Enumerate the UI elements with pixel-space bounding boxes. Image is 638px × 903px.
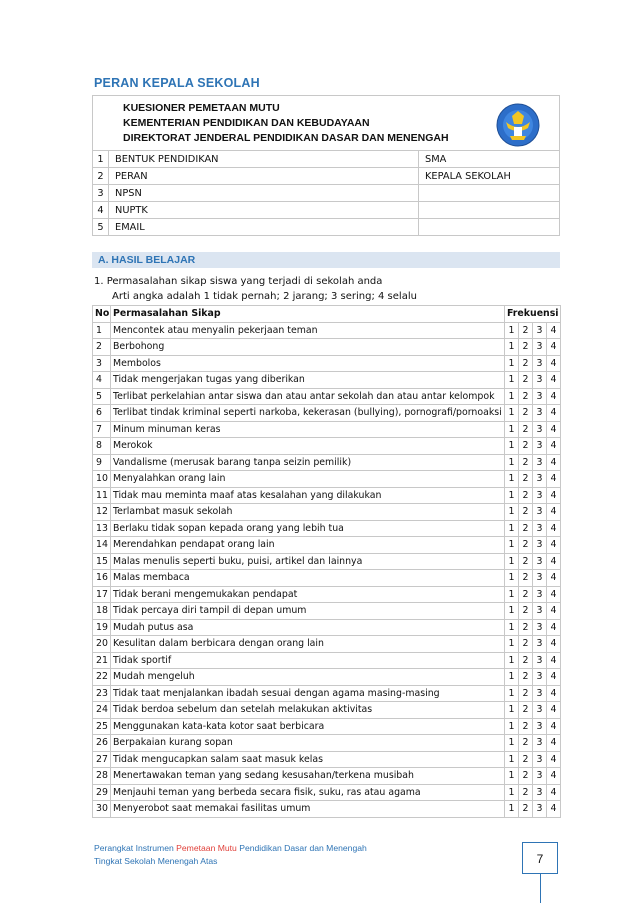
frequency-option-1[interactable]: 1 bbox=[505, 586, 519, 603]
row-number: 24 bbox=[93, 702, 111, 719]
identity-table bbox=[92, 150, 560, 236]
frequency-option-2[interactable]: 2 bbox=[519, 454, 533, 471]
row-text: Mencontek atau menyalin pekerjaan teman bbox=[111, 322, 505, 339]
row-text: Mudah putus asa bbox=[111, 619, 505, 636]
table-row bbox=[93, 471, 561, 488]
row-text: Minum minuman keras bbox=[111, 421, 505, 438]
frequency-option-4[interactable]: 4 bbox=[547, 685, 561, 702]
header-no: No bbox=[93, 306, 111, 323]
row-number: 9 bbox=[93, 454, 111, 471]
frequency-option-2[interactable]: 2 bbox=[519, 339, 533, 356]
frequency-option-1[interactable]: 1 bbox=[505, 784, 519, 801]
frequency-option-4[interactable]: 4 bbox=[547, 322, 561, 339]
frequency-option-2[interactable]: 2 bbox=[519, 421, 533, 438]
frequency-option-1[interactable]: 1 bbox=[505, 405, 519, 422]
row-number: 27 bbox=[93, 751, 111, 768]
frequency-option-2[interactable]: 2 bbox=[519, 685, 533, 702]
row-number: 12 bbox=[93, 504, 111, 521]
identity-value[interactable] bbox=[419, 202, 560, 219]
row-number: 1 bbox=[93, 322, 111, 339]
table-row bbox=[93, 553, 561, 570]
table-row bbox=[93, 570, 561, 587]
table-row bbox=[93, 652, 561, 669]
frequency-option-1[interactable]: 1 bbox=[505, 537, 519, 554]
question-text: 1. Permasalahan sikap siswa yang terjadi di sekolah anda bbox=[94, 276, 383, 287]
table-row bbox=[93, 388, 561, 405]
table-header-row bbox=[93, 306, 561, 323]
table-row bbox=[93, 372, 561, 389]
footer-text-1: Perangkat Instrumen bbox=[94, 843, 177, 853]
frequency-option-3[interactable]: 3 bbox=[533, 652, 547, 669]
frequency-option-3[interactable]: 3 bbox=[533, 784, 547, 801]
table-row bbox=[93, 438, 561, 455]
frequency-option-4[interactable]: 4 bbox=[547, 388, 561, 405]
frequency-option-3[interactable]: 3 bbox=[533, 438, 547, 455]
table-row bbox=[93, 586, 561, 603]
table-row bbox=[93, 487, 561, 504]
row-number: 5 bbox=[93, 388, 111, 405]
identity-no: 1 bbox=[93, 151, 109, 168]
frequency-option-2[interactable]: 2 bbox=[519, 438, 533, 455]
question-block bbox=[94, 274, 417, 304]
frequency-option-3[interactable]: 3 bbox=[533, 471, 547, 488]
row-text: Berbohong bbox=[111, 339, 505, 356]
table-row bbox=[93, 718, 561, 735]
row-text: Merendahkan pendapat orang lain bbox=[111, 537, 505, 554]
frequency-option-3[interactable]: 3 bbox=[533, 603, 547, 620]
table-row bbox=[93, 735, 561, 752]
row-number: 17 bbox=[93, 586, 111, 603]
identity-value[interactable]: SMA bbox=[419, 151, 560, 168]
frequency-option-1[interactable]: 1 bbox=[505, 553, 519, 570]
tut-wuri-handayani-logo-icon bbox=[494, 102, 542, 148]
row-text: Menggunakan kata-kata kotor saat berbicara bbox=[111, 718, 505, 735]
identity-no: 4 bbox=[93, 202, 109, 219]
row-number: 7 bbox=[93, 421, 111, 438]
row-text: Tidak mengerjakan tugas yang diberikan bbox=[111, 372, 505, 389]
row-text: Menyalahkan orang lain bbox=[111, 471, 505, 488]
frequency-option-3[interactable]: 3 bbox=[533, 669, 547, 686]
table-row bbox=[93, 405, 561, 422]
frequency-option-1[interactable]: 1 bbox=[505, 322, 519, 339]
frequency-option-4[interactable]: 4 bbox=[547, 537, 561, 554]
page-number-divider bbox=[540, 874, 541, 903]
identity-label: BENTUK PENDIDIKAN bbox=[109, 151, 419, 168]
frequency-option-3[interactable]: 3 bbox=[533, 636, 547, 653]
page-number: 7 bbox=[522, 842, 558, 874]
question-note: Arti angka adalah 1 tidak pernah; 2 jarang; 3 sering; 4 selalu bbox=[112, 291, 417, 302]
frequency-option-4[interactable]: 4 bbox=[547, 669, 561, 686]
frequency-option-1[interactable]: 1 bbox=[505, 768, 519, 785]
frequency-option-4[interactable]: 4 bbox=[547, 751, 561, 768]
frequency-option-1[interactable]: 1 bbox=[505, 570, 519, 587]
row-number: 16 bbox=[93, 570, 111, 587]
frequency-option-2[interactable]: 2 bbox=[519, 471, 533, 488]
frequency-option-1[interactable]: 1 bbox=[505, 355, 519, 372]
frequency-option-2[interactable]: 2 bbox=[519, 487, 533, 504]
row-number: 15 bbox=[93, 553, 111, 570]
identity-row bbox=[93, 202, 560, 219]
frequency-option-3[interactable]: 3 bbox=[533, 388, 547, 405]
frequency-option-2[interactable]: 2 bbox=[519, 537, 533, 554]
row-text: Malas menulis seperti buku, puisi, artikel dan lainnya bbox=[111, 553, 505, 570]
row-number: 26 bbox=[93, 735, 111, 752]
row-number: 22 bbox=[93, 669, 111, 686]
row-number: 29 bbox=[93, 784, 111, 801]
row-text: Malas membaca bbox=[111, 570, 505, 587]
row-text: Mudah mengeluh bbox=[111, 669, 505, 686]
frequency-option-4[interactable]: 4 bbox=[547, 570, 561, 587]
row-text: Membolos bbox=[111, 355, 505, 372]
identity-row bbox=[93, 168, 560, 185]
frequency-option-2[interactable]: 2 bbox=[519, 735, 533, 752]
frequency-option-2[interactable]: 2 bbox=[519, 520, 533, 537]
frequency-option-3[interactable]: 3 bbox=[533, 751, 547, 768]
frequency-option-1[interactable]: 1 bbox=[505, 685, 519, 702]
frequency-option-1[interactable]: 1 bbox=[505, 652, 519, 669]
frequency-option-1[interactable]: 1 bbox=[505, 504, 519, 521]
frequency-option-4[interactable]: 4 bbox=[547, 652, 561, 669]
identity-row bbox=[93, 185, 560, 202]
row-text: Kesulitan dalam berbicara dengan orang lain bbox=[111, 636, 505, 653]
frequency-option-4[interactable]: 4 bbox=[547, 718, 561, 735]
frequency-option-1[interactable]: 1 bbox=[505, 619, 519, 636]
header-line-1: KUESIONER PEMETAAN MUTU bbox=[123, 102, 280, 114]
frequency-option-3[interactable]: 3 bbox=[533, 553, 547, 570]
page-title: PERAN KEPALA SEKOLAH bbox=[94, 76, 260, 90]
row-number: 2 bbox=[93, 339, 111, 356]
identity-no: 5 bbox=[93, 219, 109, 236]
footer-text-3: Pendidikan Dasar dan Menengah bbox=[236, 843, 367, 853]
frequency-option-3[interactable]: 3 bbox=[533, 405, 547, 422]
frequency-option-2[interactable]: 2 bbox=[519, 768, 533, 785]
frequency-option-3[interactable]: 3 bbox=[533, 339, 547, 356]
frequency-option-3[interactable]: 3 bbox=[533, 768, 547, 785]
frequency-option-3[interactable]: 3 bbox=[533, 454, 547, 471]
frequency-option-1[interactable]: 1 bbox=[505, 718, 519, 735]
frequency-option-1[interactable]: 1 bbox=[505, 801, 519, 818]
frequency-option-1[interactable]: 1 bbox=[505, 487, 519, 504]
frequency-option-1[interactable]: 1 bbox=[505, 735, 519, 752]
frequency-option-2[interactable]: 2 bbox=[519, 405, 533, 422]
header-line-2: KEMENTERIAN PENDIDIKAN DAN KEBUDAYAAN bbox=[123, 117, 370, 129]
row-number: 30 bbox=[93, 801, 111, 818]
frequency-option-1[interactable]: 1 bbox=[505, 454, 519, 471]
frequency-option-1[interactable]: 1 bbox=[505, 388, 519, 405]
frequency-option-4[interactable]: 4 bbox=[547, 504, 561, 521]
header-frequency: Frekuensi bbox=[505, 306, 561, 323]
row-number: 3 bbox=[93, 355, 111, 372]
frequency-option-4[interactable]: 4 bbox=[547, 355, 561, 372]
table-row bbox=[93, 504, 561, 521]
frequency-option-2[interactable]: 2 bbox=[519, 718, 533, 735]
questionnaire-header bbox=[92, 95, 560, 150]
frequency-option-3[interactable]: 3 bbox=[533, 537, 547, 554]
row-number: 23 bbox=[93, 685, 111, 702]
frequency-option-4[interactable]: 4 bbox=[547, 586, 561, 603]
row-text: Terlambat masuk sekolah bbox=[111, 504, 505, 521]
frequency-option-3[interactable]: 3 bbox=[533, 421, 547, 438]
row-text: Vandalisme (merusak barang tanpa seizin pemilik) bbox=[111, 454, 505, 471]
row-text: Tidak mengucapkan salam saat masuk kelas bbox=[111, 751, 505, 768]
row-number: 21 bbox=[93, 652, 111, 669]
table-row bbox=[93, 784, 561, 801]
frequency-option-2[interactable]: 2 bbox=[519, 619, 533, 636]
frequency-option-4[interactable]: 4 bbox=[547, 339, 561, 356]
identity-label: NUPTK bbox=[109, 202, 419, 219]
row-number: 11 bbox=[93, 487, 111, 504]
identity-no: 2 bbox=[93, 168, 109, 185]
frequency-option-4[interactable]: 4 bbox=[547, 438, 561, 455]
frequency-option-2[interactable]: 2 bbox=[519, 636, 533, 653]
frequency-option-4[interactable]: 4 bbox=[547, 405, 561, 422]
frequency-option-2[interactable]: 2 bbox=[519, 388, 533, 405]
frequency-option-4[interactable]: 4 bbox=[547, 603, 561, 620]
frequency-option-2[interactable]: 2 bbox=[519, 784, 533, 801]
table-row bbox=[93, 751, 561, 768]
frequency-option-4[interactable]: 4 bbox=[547, 471, 561, 488]
frequency-option-2[interactable]: 2 bbox=[519, 372, 533, 389]
row-text: Berlaku tidak sopan kepada orang yang lebih tua bbox=[111, 520, 505, 537]
frequency-option-2[interactable]: 2 bbox=[519, 702, 533, 719]
frequency-option-3[interactable]: 3 bbox=[533, 702, 547, 719]
table-row bbox=[93, 322, 561, 339]
frequency-option-3[interactable]: 3 bbox=[533, 487, 547, 504]
frequency-option-3[interactable]: 3 bbox=[533, 735, 547, 752]
frequency-option-4[interactable]: 4 bbox=[547, 421, 561, 438]
header-text bbox=[123, 101, 449, 146]
page-footer bbox=[94, 842, 367, 868]
frequency-option-1[interactable]: 1 bbox=[505, 702, 519, 719]
header-item: Permasalahan Sikap bbox=[111, 306, 505, 323]
table-row bbox=[93, 702, 561, 719]
frequency-option-2[interactable]: 2 bbox=[519, 751, 533, 768]
table-row bbox=[93, 636, 561, 653]
row-text: Tidak taat menjalankan ibadah sesuai dengan agama masing-masing bbox=[111, 685, 505, 702]
table-row bbox=[93, 537, 561, 554]
row-number: 25 bbox=[93, 718, 111, 735]
row-number: 10 bbox=[93, 471, 111, 488]
frequency-option-2[interactable]: 2 bbox=[519, 586, 533, 603]
row-text: Berpakaian kurang sopan bbox=[111, 735, 505, 752]
table-row bbox=[93, 454, 561, 471]
frequency-option-1[interactable]: 1 bbox=[505, 339, 519, 356]
frequency-option-4[interactable]: 4 bbox=[547, 702, 561, 719]
row-text: Tidak sportif bbox=[111, 652, 505, 669]
frequency-option-2[interactable]: 2 bbox=[519, 504, 533, 521]
frequency-option-3[interactable]: 3 bbox=[533, 685, 547, 702]
frequency-option-1[interactable]: 1 bbox=[505, 603, 519, 620]
frequency-option-3[interactable]: 3 bbox=[533, 504, 547, 521]
row-text: Tidak berdoa sebelum dan setelah melakukan aktivitas bbox=[111, 702, 505, 719]
frequency-option-4[interactable]: 4 bbox=[547, 768, 561, 785]
table-row bbox=[93, 339, 561, 356]
frequency-option-1[interactable]: 1 bbox=[505, 636, 519, 653]
table-row bbox=[93, 685, 561, 702]
frequency-option-1[interactable]: 1 bbox=[505, 421, 519, 438]
frequency-option-4[interactable]: 4 bbox=[547, 454, 561, 471]
row-number: 13 bbox=[93, 520, 111, 537]
row-number: 6 bbox=[93, 405, 111, 422]
frequency-option-4[interactable]: 4 bbox=[547, 735, 561, 752]
row-text: Menjauhi teman yang berbeda secara fisik, suku, ras atau agama bbox=[111, 784, 505, 801]
table-row bbox=[93, 603, 561, 620]
identity-no: 3 bbox=[93, 185, 109, 202]
frequency-option-3[interactable]: 3 bbox=[533, 520, 547, 537]
identity-row bbox=[93, 151, 560, 168]
row-number: 14 bbox=[93, 537, 111, 554]
frequency-option-4[interactable]: 4 bbox=[547, 619, 561, 636]
row-text: Terlibat tindak kriminal seperti narkoba, kekerasan (bullying), pornografi/pornoaksi bbox=[111, 405, 505, 422]
frequency-option-3[interactable]: 3 bbox=[533, 718, 547, 735]
identity-row bbox=[93, 219, 560, 236]
table-row bbox=[93, 619, 561, 636]
frequency-option-3[interactable]: 3 bbox=[533, 570, 547, 587]
table-row bbox=[93, 520, 561, 537]
row-text: Tidak percaya diri tampil di depan umum bbox=[111, 603, 505, 620]
identity-label: PERAN bbox=[109, 168, 419, 185]
frequency-option-4[interactable]: 4 bbox=[547, 372, 561, 389]
frequency-option-1[interactable]: 1 bbox=[505, 471, 519, 488]
frequency-option-2[interactable]: 2 bbox=[519, 603, 533, 620]
identity-value[interactable] bbox=[419, 219, 560, 236]
row-text: Menertawakan teman yang sedang kesusahan/terkena musibah bbox=[111, 768, 505, 785]
frequency-option-2[interactable]: 2 bbox=[519, 355, 533, 372]
frequency-option-2[interactable]: 2 bbox=[519, 801, 533, 818]
identity-label: NPSN bbox=[109, 185, 419, 202]
frequency-option-2[interactable]: 2 bbox=[519, 553, 533, 570]
row-text: Tidak mau meminta maaf atas kesalahan yang dilakukan bbox=[111, 487, 505, 504]
frequency-option-2[interactable]: 2 bbox=[519, 570, 533, 587]
row-text: Terlibat perkelahian antar siswa dan atau antar sekolah dan atau antar kelompok bbox=[111, 388, 505, 405]
frequency-option-3[interactable]: 3 bbox=[533, 619, 547, 636]
identity-value[interactable]: KEPALA SEKOLAH bbox=[419, 168, 560, 185]
frequency-option-4[interactable]: 4 bbox=[547, 553, 561, 570]
frequency-option-3[interactable]: 3 bbox=[533, 322, 547, 339]
frequency-option-1[interactable]: 1 bbox=[505, 669, 519, 686]
frequency-option-3[interactable]: 3 bbox=[533, 586, 547, 603]
frequency-option-4[interactable]: 4 bbox=[547, 520, 561, 537]
row-text: Tidak berani mengemukakan pendapat bbox=[111, 586, 505, 603]
frequency-option-2[interactable]: 2 bbox=[519, 322, 533, 339]
frequency-option-4[interactable]: 4 bbox=[547, 487, 561, 504]
row-number: 28 bbox=[93, 768, 111, 785]
frequency-option-1[interactable]: 1 bbox=[505, 372, 519, 389]
frequency-option-1[interactable]: 1 bbox=[505, 438, 519, 455]
frequency-option-4[interactable]: 4 bbox=[547, 801, 561, 818]
frequency-option-3[interactable]: 3 bbox=[533, 801, 547, 818]
frequency-option-1[interactable]: 1 bbox=[505, 751, 519, 768]
row-number: 8 bbox=[93, 438, 111, 455]
frequency-option-3[interactable]: 3 bbox=[533, 372, 547, 389]
frequency-option-3[interactable]: 3 bbox=[533, 355, 547, 372]
header-line-3: DIREKTORAT JENDERAL PENDIDIKAN DASAR DAN MENENGAH bbox=[123, 132, 449, 144]
frequency-option-4[interactable]: 4 bbox=[547, 636, 561, 653]
footer-text-2: Pemetaan Mutu bbox=[176, 843, 237, 853]
row-number: 4 bbox=[93, 372, 111, 389]
row-text: Menyerobot saat memakai fasilitas umum bbox=[111, 801, 505, 818]
frequency-option-4[interactable]: 4 bbox=[547, 784, 561, 801]
row-number: 20 bbox=[93, 636, 111, 653]
footer-line-2: Tingkat Sekolah Menengah Atas bbox=[94, 856, 218, 866]
attitude-problems-table bbox=[92, 305, 561, 818]
table-row bbox=[93, 669, 561, 686]
row-number: 18 bbox=[93, 603, 111, 620]
row-number: 19 bbox=[93, 619, 111, 636]
table-row bbox=[93, 421, 561, 438]
frequency-option-1[interactable]: 1 bbox=[505, 520, 519, 537]
row-text: Merokok bbox=[111, 438, 505, 455]
section-heading: A. HASIL BELAJAR bbox=[92, 252, 560, 268]
identity-label: EMAIL bbox=[109, 219, 419, 236]
table-row bbox=[93, 355, 561, 372]
table-row bbox=[93, 768, 561, 785]
identity-value[interactable] bbox=[419, 185, 560, 202]
frequency-option-2[interactable]: 2 bbox=[519, 652, 533, 669]
frequency-option-2[interactable]: 2 bbox=[519, 669, 533, 686]
table-row bbox=[93, 801, 561, 818]
